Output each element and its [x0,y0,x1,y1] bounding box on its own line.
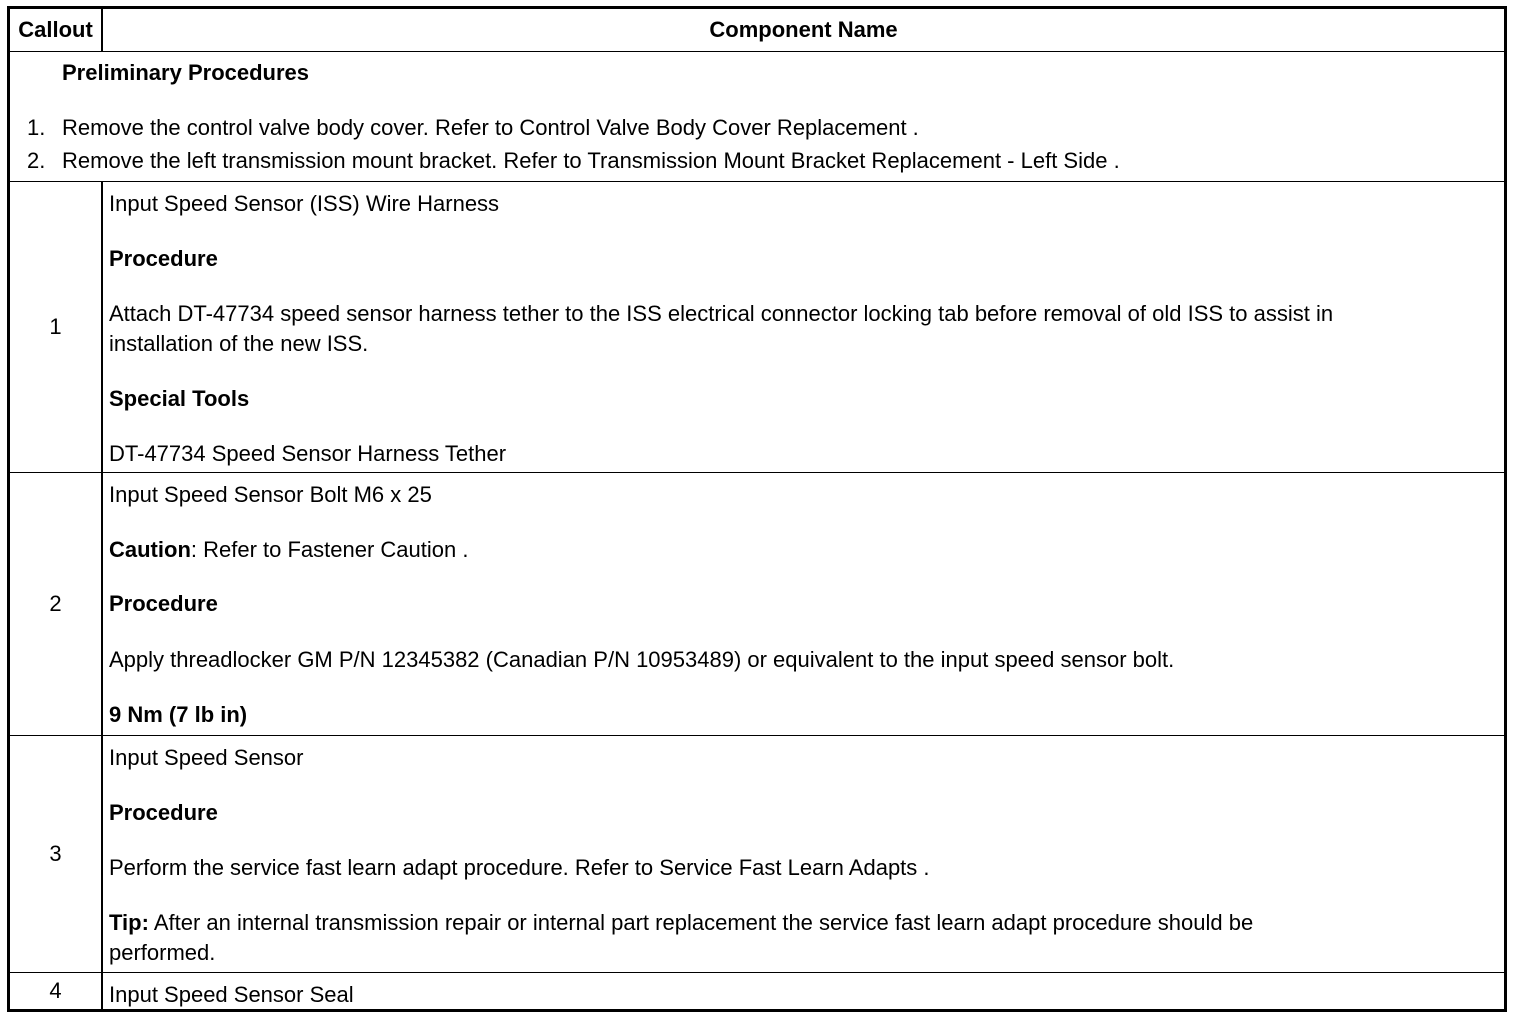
callout-cell [10,473,103,735]
caution-line [109,537,468,563]
table-row [10,973,1504,1009]
component-cell [109,973,1504,1009]
header-callout-cell [10,9,103,51]
component-name: Input Speed Sensor Bolt M6 x 25 [109,482,432,507]
table-row [10,182,1504,473]
procedure-label: Procedure [109,591,218,616]
component-cell [109,736,1504,972]
caution-text: : Refer to Fastener Caution . [190,537,469,562]
callout-number: 1 [49,314,62,339]
procedure-text: Apply threadlocker GM P/N 12345382 (Canadian P/N 10953489) or equivalent to the input speed sensor bolt. [109,647,1175,672]
callout-number: 4 [49,978,62,1003]
callout-number: 2 [49,591,62,616]
procedure-text: Attach DT-47734 speed sensor harness tether to the ISS electrical connector locking tab before removal of old ISS to assist in [109,301,1334,326]
table-header-row [10,9,1504,52]
procedure-text: installation of the new ISS. [109,331,369,356]
tip-line [109,910,1253,936]
preliminary-title: Preliminary Procedures [62,60,310,85]
torque-spec: 9 Nm (7 lb in) [109,702,248,727]
caution-label: Caution [109,537,191,562]
tip-text: After an internal transmission repair or internal part replacement the service fast learn adapt procedure should be [148,910,1254,935]
component-name: Input Speed Sensor (ISS) Wire Harness [109,191,500,216]
tip-label: Tip: [109,910,149,935]
callout-cell [10,182,103,472]
procedure-label: Procedure [109,800,218,825]
callout-cell [10,973,103,1009]
header-component: Component Name [709,17,898,42]
component-table [7,6,1507,1012]
table-row [10,473,1504,736]
component-cell [109,473,1504,735]
header-component-cell [103,9,1504,51]
callout-number: 3 [49,841,62,866]
special-tools-label: Special Tools [109,386,250,411]
preliminary-row [10,52,1504,182]
procedure-text: Perform the service fast learn adapt procedure. Refer to Service Fast Learn Adapts . [109,855,930,880]
preliminary-step-number: 2. [27,148,46,173]
component-name: Input Speed Sensor Seal [109,982,354,1007]
preliminary-step: Remove the left transmission mount bracket. Refer to Transmission Mount Bracket Replacement - Left Side . [62,148,1120,173]
callout-cell [10,736,103,972]
preliminary-step-number: 1. [27,115,46,140]
special-tool-item: DT-47734 Speed Sensor Harness Tether [109,441,507,466]
component-cell [109,182,1504,472]
table-row [10,736,1504,973]
tip-text: performed. [109,940,216,965]
procedure-label: Procedure [109,246,218,271]
preliminary-step: Remove the control valve body cover. Refer to Control Valve Body Cover Replacement . [62,115,919,140]
component-name: Input Speed Sensor [109,745,304,770]
header-callout: Callout [18,17,93,42]
